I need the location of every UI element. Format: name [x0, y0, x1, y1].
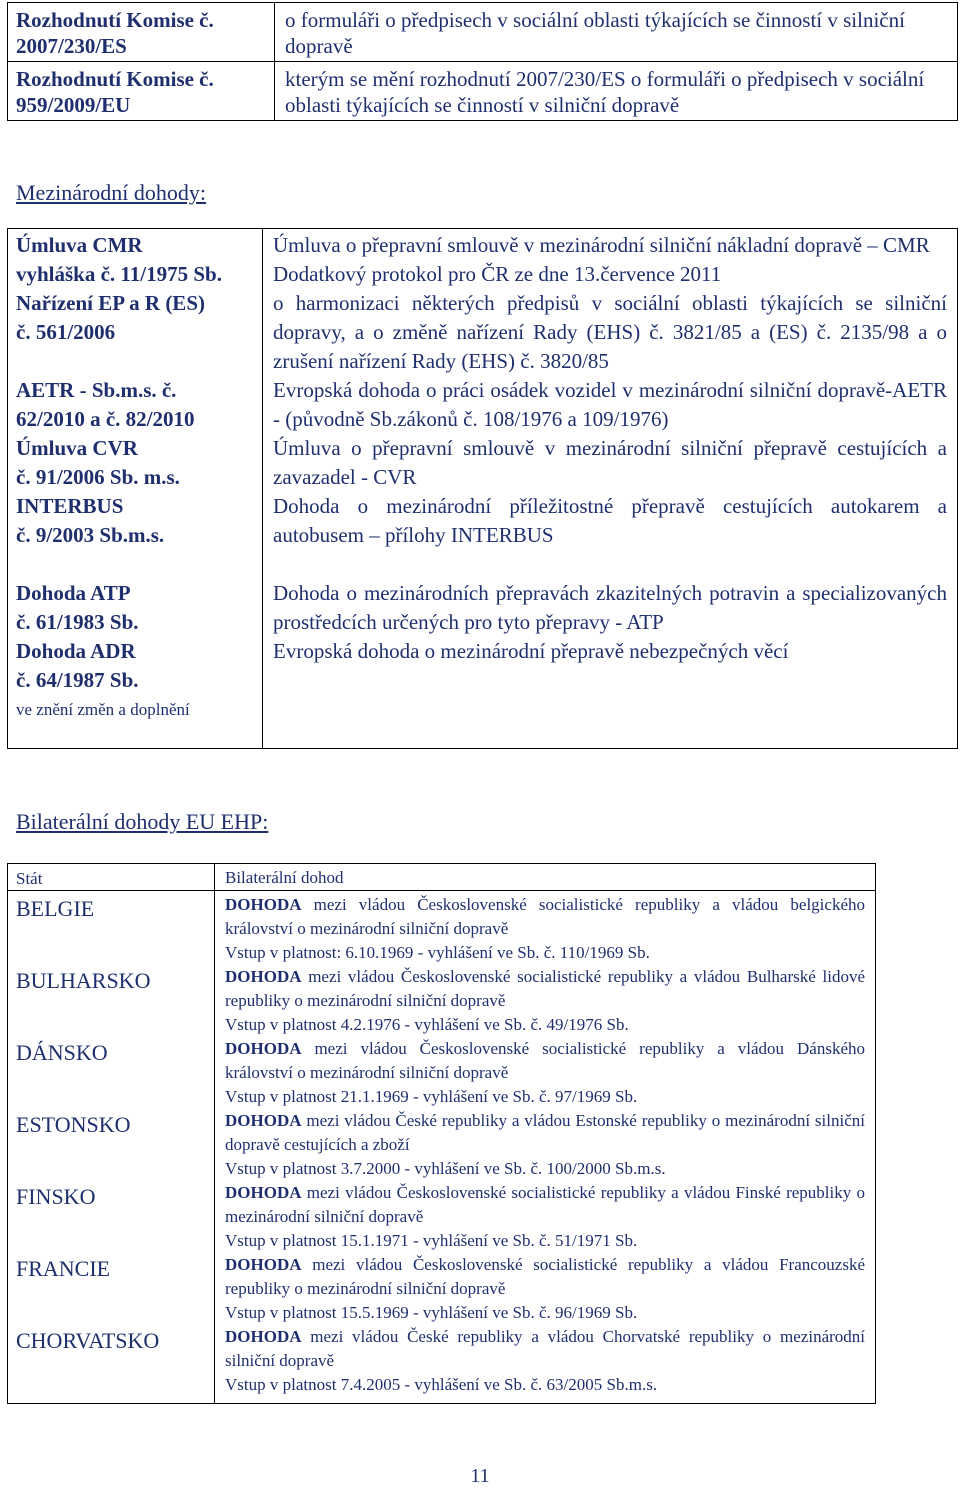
agreement-entry: [225, 893, 865, 965]
cmr-reference: vyhláška č. 11/1975 Sb.: [16, 262, 222, 286]
interbus-name: INTERBUS: [16, 494, 124, 518]
entry-into-force: Vstup v platnost: 6.10.1969 - vyhlášení ve Sb. č. 110/1969 Sb.: [225, 943, 650, 962]
aetr-reference: AETR - Sb.m.s. č.: [16, 378, 177, 402]
spacer: [16, 347, 254, 376]
entry-into-force: Vstup v platnost 21.1.1969 - vyhlášení ve Sb. č. 97/1969 Sb.: [225, 1087, 638, 1106]
decision-description: kterým se mění rozhodnutí 2007/230/ES o formuláři o předpisech v sociální oblasti týkajících se činností v silniční dopravě: [275, 62, 958, 121]
agreement-text: mezi vládou České republiky a vládou Estonské republiky o mezinárodní silniční dopravě cestujících a zboží: [225, 1111, 865, 1154]
cmr-protocol: Dodatkový protokol pro ČR ze dne 13.července 2011: [273, 262, 722, 286]
entry-into-force: Vstup v platnost 7.4.2005 - vyhlášení ve Sb. č. 63/2005 Sb.m.s.: [225, 1375, 658, 1394]
agreement-entry: [225, 965, 865, 1037]
agreement-entry: [225, 1253, 865, 1325]
agreement-references: [8, 229, 263, 749]
country-name: ESTONSKO: [16, 1112, 131, 1137]
agreement-list: [215, 891, 876, 1404]
bilateral-agreements-heading: Bilaterální dohody EU EHP:: [16, 809, 269, 834]
agreement-keyword: DOHODA: [225, 967, 302, 986]
decision-name: Rozhodnutí Komise č. 959/2009/EU: [8, 62, 275, 121]
aetr-description: Evropská dohoda o práci osádek vozidel v mezinárodní silniční dopravě-AETR - (původně Sb.zákonů č. 108/1976 a 109/1976): [273, 378, 947, 431]
table-row: [8, 62, 958, 121]
cvr-description: Úmluva o přepravní smlouvě v mezinárodní silniční přepravě cestujících a zavazadel - CVR: [273, 436, 947, 489]
cvr-reference: č. 91/2006 Sb. m.s.: [16, 465, 180, 489]
country-name: FINSKO: [16, 1184, 96, 1209]
agreement-keyword: DOHODA: [225, 1039, 302, 1058]
agreement-entry: [225, 1037, 865, 1109]
atp-description: Dohoda o mezinárodních přepravách zkazitelných potravin a specializovaných prostředcích určených pro tyto přepravy - ATP: [273, 581, 947, 634]
agreement-text: mezi vládou České republiky a vládou Chorvatské republiky o mezinárodní silniční dopravě: [225, 1327, 865, 1370]
interbus-description: Dohoda o mezinárodní příležitostné přepravě cestujících autokarem a autobusem – přílohy INTERBUS: [273, 494, 947, 547]
country-name: DÁNSKO: [16, 1040, 108, 1065]
decision-name: Rozhodnutí Komise č. 2007/230/ES: [8, 3, 275, 62]
regulation-description: o harmonizaci některých předpisů v sociální oblasti týkajících se silniční dopravy, a o změně nařízení Rady (EHS) č. 3821/85 a (ES) č. 2135/98 a o zrušení nařízení Rady (EHS) č. 3820/85: [273, 291, 947, 373]
bilateral-agreements-table: [7, 863, 876, 1404]
adr-name: Dohoda ADR: [16, 639, 136, 663]
adr-reference: č. 64/1987 Sb.: [16, 668, 139, 692]
agreement-text: mezi vládou Československé socialistické republiky a vládou Finské republiky o mezinárodní silniční dopravě: [225, 1183, 865, 1226]
entry-into-force: Vstup v platnost 3.7.2000 - vyhlášení ve Sb. č. 100/2000 Sb.m.s.: [225, 1159, 666, 1178]
table-row: [8, 864, 876, 891]
regulation-reference: č. 561/2006: [16, 320, 116, 344]
decision-description: o formuláři o předpisech v sociální oblasti týkajících se činností v silniční dopravě: [275, 3, 958, 62]
adr-description: Evropská dohoda o mezinárodní přepravě nebezpečných věcí: [273, 639, 789, 663]
agreement-text: mezi vládou Československé socialistické republiky a vládou Francouzské republiky o mezinárodní silniční dopravě: [225, 1255, 865, 1298]
atp-name: Dohoda ATP: [16, 581, 131, 605]
agreement-entry: [225, 1181, 865, 1253]
agreement-keyword: DOHODA: [225, 1327, 302, 1346]
aetr-reference-cont: 62/2010 a č. 82/2010: [16, 407, 195, 431]
agreement-keyword: DOHODA: [225, 1183, 302, 1202]
country-name: FRANCIE: [16, 1256, 111, 1281]
agreement-keyword: DOHODA: [225, 1255, 302, 1274]
country-name: BELGIE: [16, 896, 95, 921]
agreement-descriptions: [263, 229, 958, 749]
agreement-keyword: DOHODA: [225, 895, 302, 914]
column-header-country: Stát: [8, 864, 215, 891]
entry-into-force: Vstup v platnost 15.5.1969 - vyhlášení ve Sb. č. 96/1969 Sb.: [225, 1303, 638, 1322]
agreement-text: mezi vládou Československé socialistické republiky a vládou Bulharské lidové republiky o mezinárodní silniční dopravě: [225, 967, 865, 1010]
table-row: [8, 3, 958, 62]
interbus-reference: č. 9/2003 Sb.m.s.: [16, 523, 165, 547]
decisions-table: [7, 2, 958, 121]
cvr-name: Úmluva CVR: [16, 436, 138, 460]
cmr-name: Úmluva CMR: [16, 233, 143, 257]
agreement-text: mezi vládou Československé socialistické republiky a vládou belgického království o mezinárodní silniční dopravě: [225, 895, 865, 938]
international-agreements-heading: Mezinárodní dohody:: [16, 180, 207, 205]
agreement-keyword: DOHODA: [225, 1111, 302, 1130]
agreement-entry: [225, 1325, 865, 1401]
atp-reference: č. 61/1983 Sb.: [16, 610, 139, 634]
table-row: [8, 229, 958, 749]
entry-into-force: Vstup v platnost 4.2.1976 - vyhlášení ve Sb. č. 49/1976 Sb.: [225, 1015, 629, 1034]
spacer: [273, 550, 947, 579]
agreement-text: mezi vládou Československé socialistické republiky a vládou Dánského království o mezinárodní silniční dopravě: [225, 1039, 865, 1082]
entry-into-force: Vstup v platnost 15.1.1971 - vyhlášení ve Sb. č. 51/1971 Sb.: [225, 1231, 638, 1250]
country-name: CHORVATSKO: [16, 1328, 160, 1353]
agreement-entry: [225, 1109, 865, 1181]
international-agreements-table: [7, 228, 958, 749]
cmr-description: Úmluva o přepravní smlouvě v mezinárodní silniční nákladní dopravě – CMR: [273, 233, 930, 257]
column-header-agreement: Bilaterální dohod: [215, 864, 876, 891]
country-list: [8, 891, 215, 1404]
spacer: [16, 550, 254, 579]
amendments-note: ve znění změn a doplnění: [16, 700, 190, 719]
regulation-name: Nařízení EP a R (ES): [16, 291, 205, 315]
country-name: BULHARSKO: [16, 968, 151, 993]
page-number: 11: [470, 1465, 490, 1487]
table-row: [8, 891, 876, 1404]
